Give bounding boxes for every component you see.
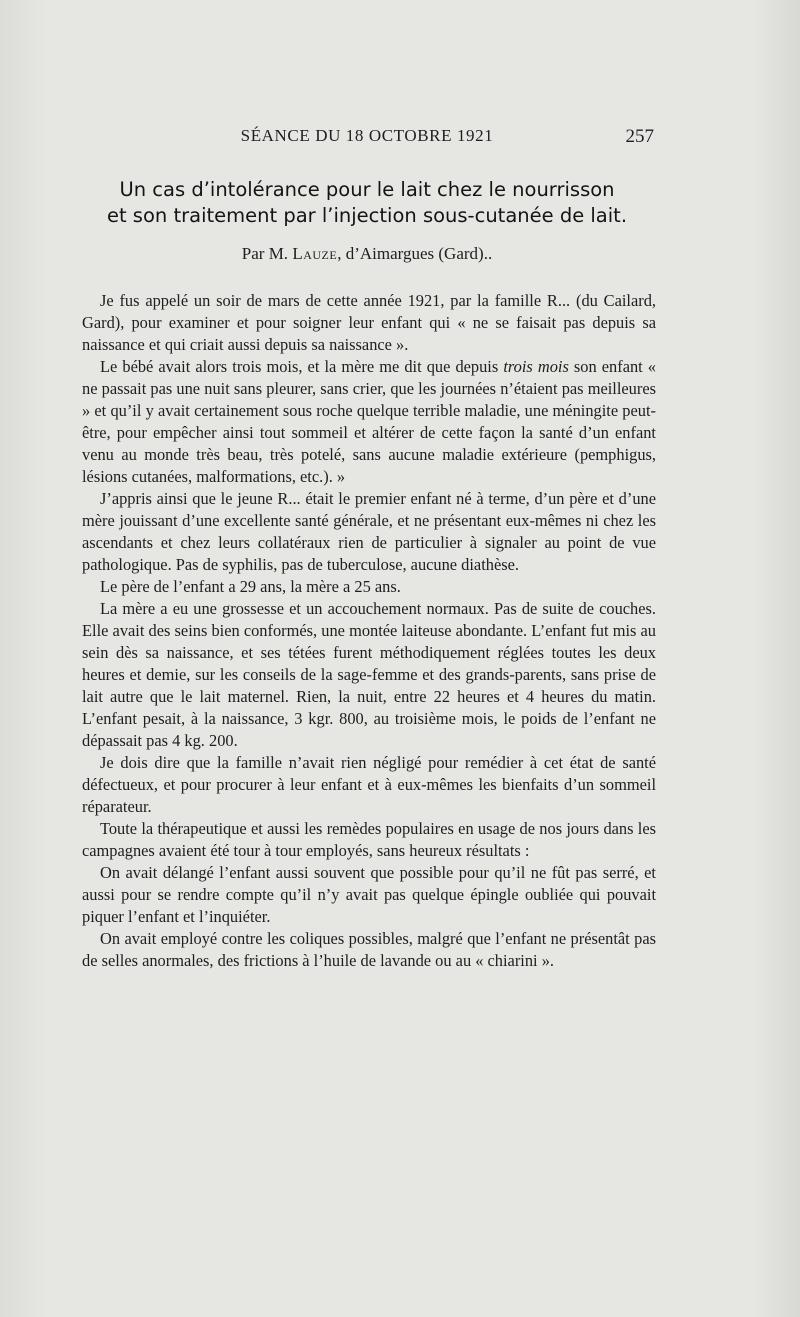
- byline: [80, 244, 654, 264]
- paragraph-emphasis: trois mois: [503, 357, 569, 376]
- article-body: [82, 290, 656, 972]
- paragraph: On avait délangé l’enfant aussi souvent que possible pour qu’il ne fût pas serré, et aussi pour se rendre compte qu’il n’y avait pas quelque épingle oubliée qui pouvait piquer l’enfant et l’inquiéter.: [82, 863, 656, 926]
- paragraph: Je dois dire que la famille n’avait rien négligé pour remédier à cet état de santé défectueux, et pour procurer à leur enfant et à eux-mêmes les bienfaits d’un sommeil réparateur.: [82, 753, 656, 816]
- paragraph: [82, 356, 656, 488]
- byline-suffix: , d’Aimargues (Gard)..: [337, 244, 493, 263]
- paragraph: On avait employé contre les coliques possibles, malgré que l’enfant ne présentât pas de selles anormales, des frictions à l’huile de lavande ou au « chiarini ».: [82, 929, 656, 970]
- paragraph: Toute la thérapeutique et aussi les remèdes populaires en usage de nos jours dans les campagnes avaient été tour à tour employés, sans heureux résultats :: [82, 819, 656, 860]
- article-title-line-1: Un cas d’intolérance pour le lait chez le nourrisson: [119, 178, 615, 201]
- running-head-title: SÉANCE DU 18 OCTOBRE 1921: [240, 126, 494, 145]
- paragraph-text: son enfant « ne passait pas une nuit sans pleurer, sans crier, que les journées n’étaient pas meilleures » et qu’il y avait certainement sous roche quelque terrible maladie, une méningite peut-être, pour empêcher ainsi tout sommeil et altérer de cette façon la santé d’un enfant venu au monde très beau, très potelé, sans aucune maladie extérieure (pemphigus, lésions cutanées, malformations, etc.). »: [82, 357, 656, 486]
- byline-author: Lauze: [292, 244, 338, 263]
- paragraph-text: Le bébé avait alors trois mois, et la mère me dit que depuis: [100, 357, 504, 376]
- running-head: [80, 126, 654, 150]
- paragraph: La mère a eu une grossesse et un accouchement normaux. Pas de suite de couches. Elle avait des seins bien conformés, une montée laiteuse abondante. L’enfant fut mis au sein dès sa naissance, et ses tétées furent méthodiquement réglées toutes les deux heures et demie, sur les conseils de la sage-femme et des grands-parents, sans prise de lait autre que le lait maternel. Rien, la nuit, entre 22 heures et 4 heures du matin. L’enfant pesait, à la naissance, 3 kgr. 800, au troisième mois, le poids de l’enfant ne dépassait pas 4 kg. 200.: [82, 599, 656, 750]
- article-title-line-2: et son traitement par l’injection sous-cutanée de lait.: [106, 204, 628, 227]
- paragraph: Je fus appelé un soir de mars de cette année 1921, par la famille R... (du Cailard, Gard), pour examiner et pour soigner leur enfant qui « ne se faisait pas depuis sa naissance et qui criait aussi depuis sa naissance ».: [82, 291, 656, 354]
- paragraph: J’appris ainsi que le jeune R... était le premier enfant né à terme, d’un père et d’une mère jouissant d’une excellente santé générale, et ne présentant eux-mêmes ni chez les ascendants et chez leurs collatéraux rien de particulier à signaler au point de vue pathologique. Pas de syphilis, pas de tuberculose, aucune diathèse.: [82, 489, 656, 574]
- page-number: 257: [625, 126, 654, 147]
- byline-prefix: Par M.: [241, 244, 293, 263]
- paragraph: Le père de l’enfant a 29 ans, la mère a 25 ans.: [100, 577, 401, 596]
